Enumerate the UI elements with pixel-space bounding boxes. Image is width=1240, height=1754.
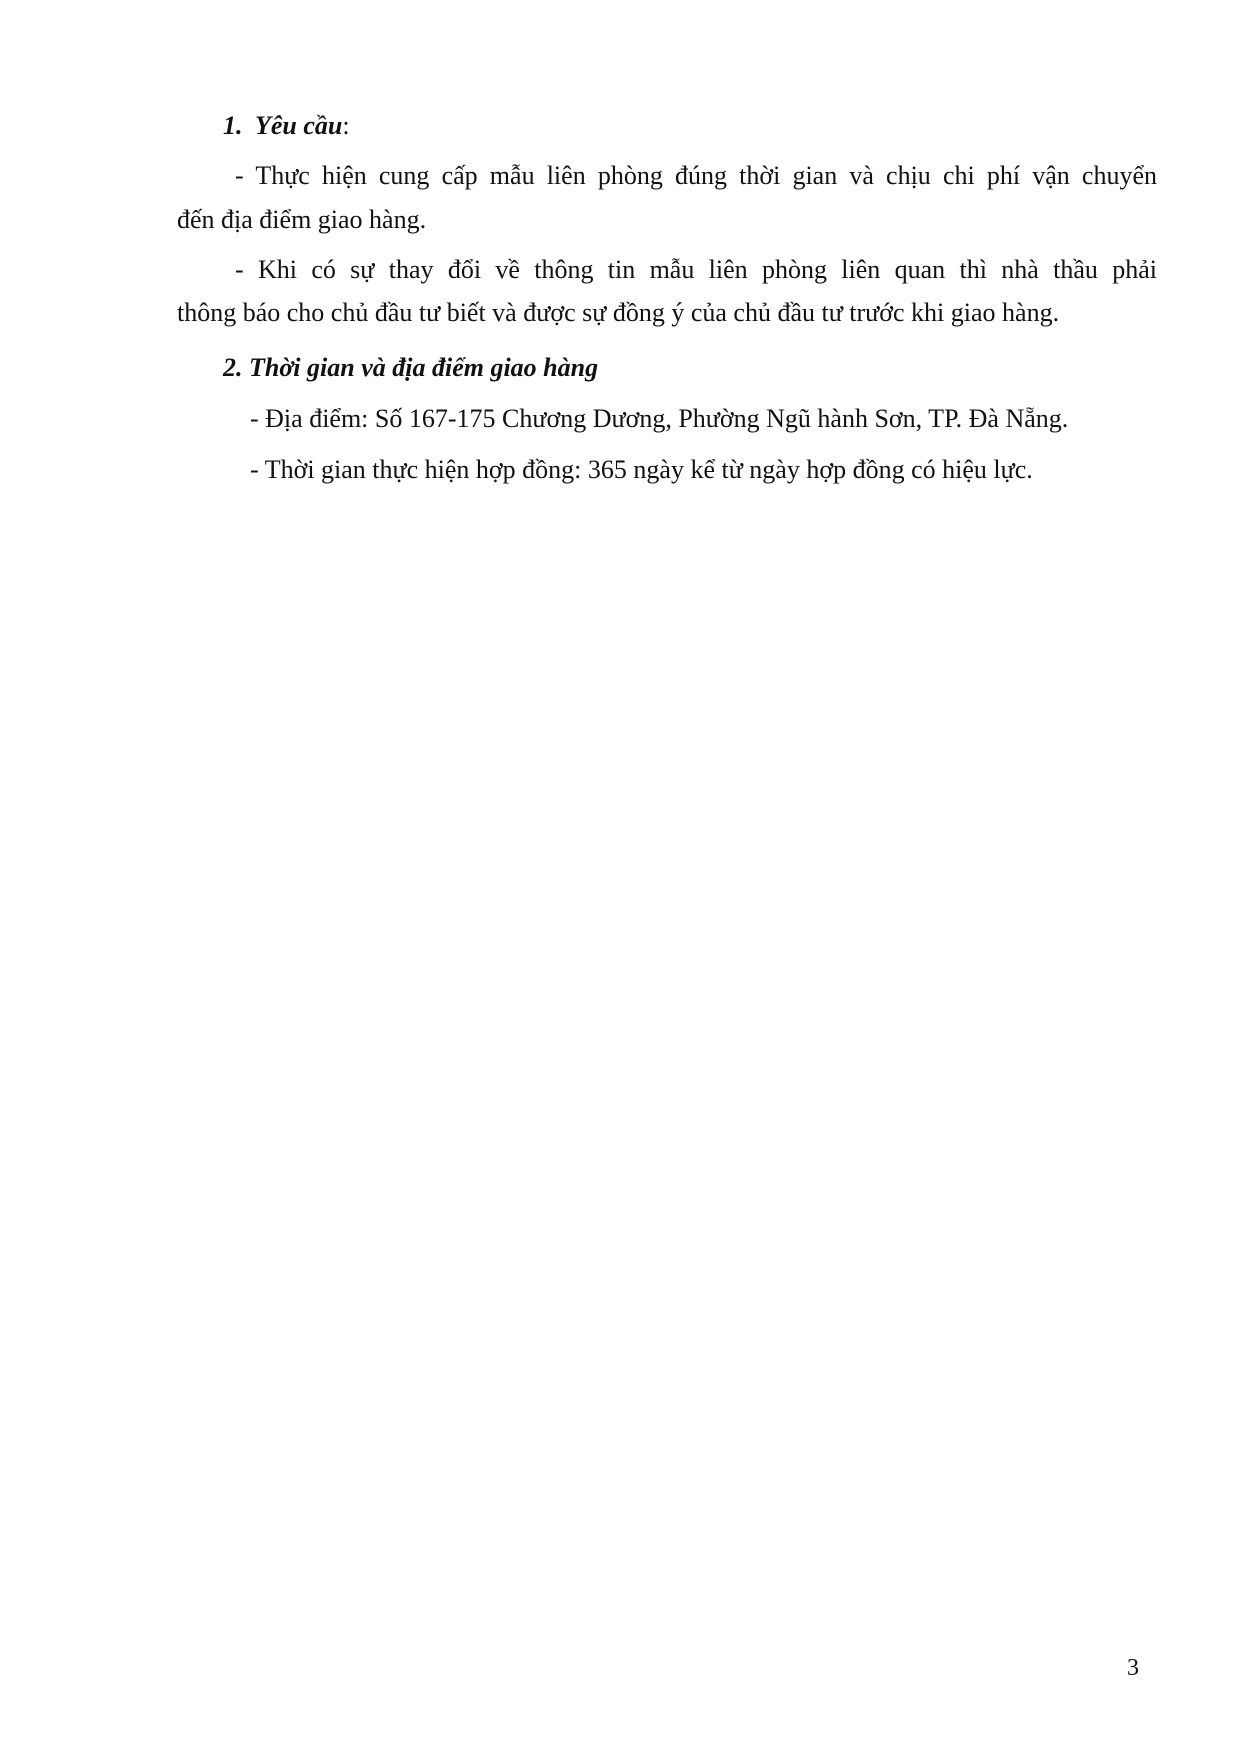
page-number: 3 (1127, 1655, 1139, 1681)
section-1-colon: : (342, 111, 350, 140)
section-1-title: Yêu cầu (255, 111, 343, 140)
contract-duration: - Thời gian thực hiện hợp đồng: 365 ngày kể từ ngày hợp đồng có hiệu lực. (250, 455, 1033, 484)
section-1-paragraph-1-line-1: - Thực hiện cung cấp mẫu liên phòng đúng thời gian và chịu chi phí vận chuyển (235, 161, 1157, 190)
section-2-heading: 2. Thời gian và địa điểm giao hàng (223, 353, 599, 382)
delivery-location: - Địa điểm: Số 167-175 Chương Dương, Phường Ngũ hành Sơn, TP. Đà Nẵng. (250, 404, 1069, 433)
section-1-paragraph-2-line-1: - Khi có sự thay đổi về thông tin mẫu liên phòng liên quan thì nhà thầu phải (235, 255, 1157, 284)
section-1-number: 1. (223, 111, 243, 140)
section-1-paragraph-2-line-2: thông báo cho chủ đầu tư biết và được sự đồng ý của chủ đầu tư trước khi giao hàng. (177, 298, 1060, 327)
section-1-heading (223, 111, 350, 141)
section-1-paragraph-1-line-2: đến địa điểm giao hàng. (177, 205, 427, 234)
